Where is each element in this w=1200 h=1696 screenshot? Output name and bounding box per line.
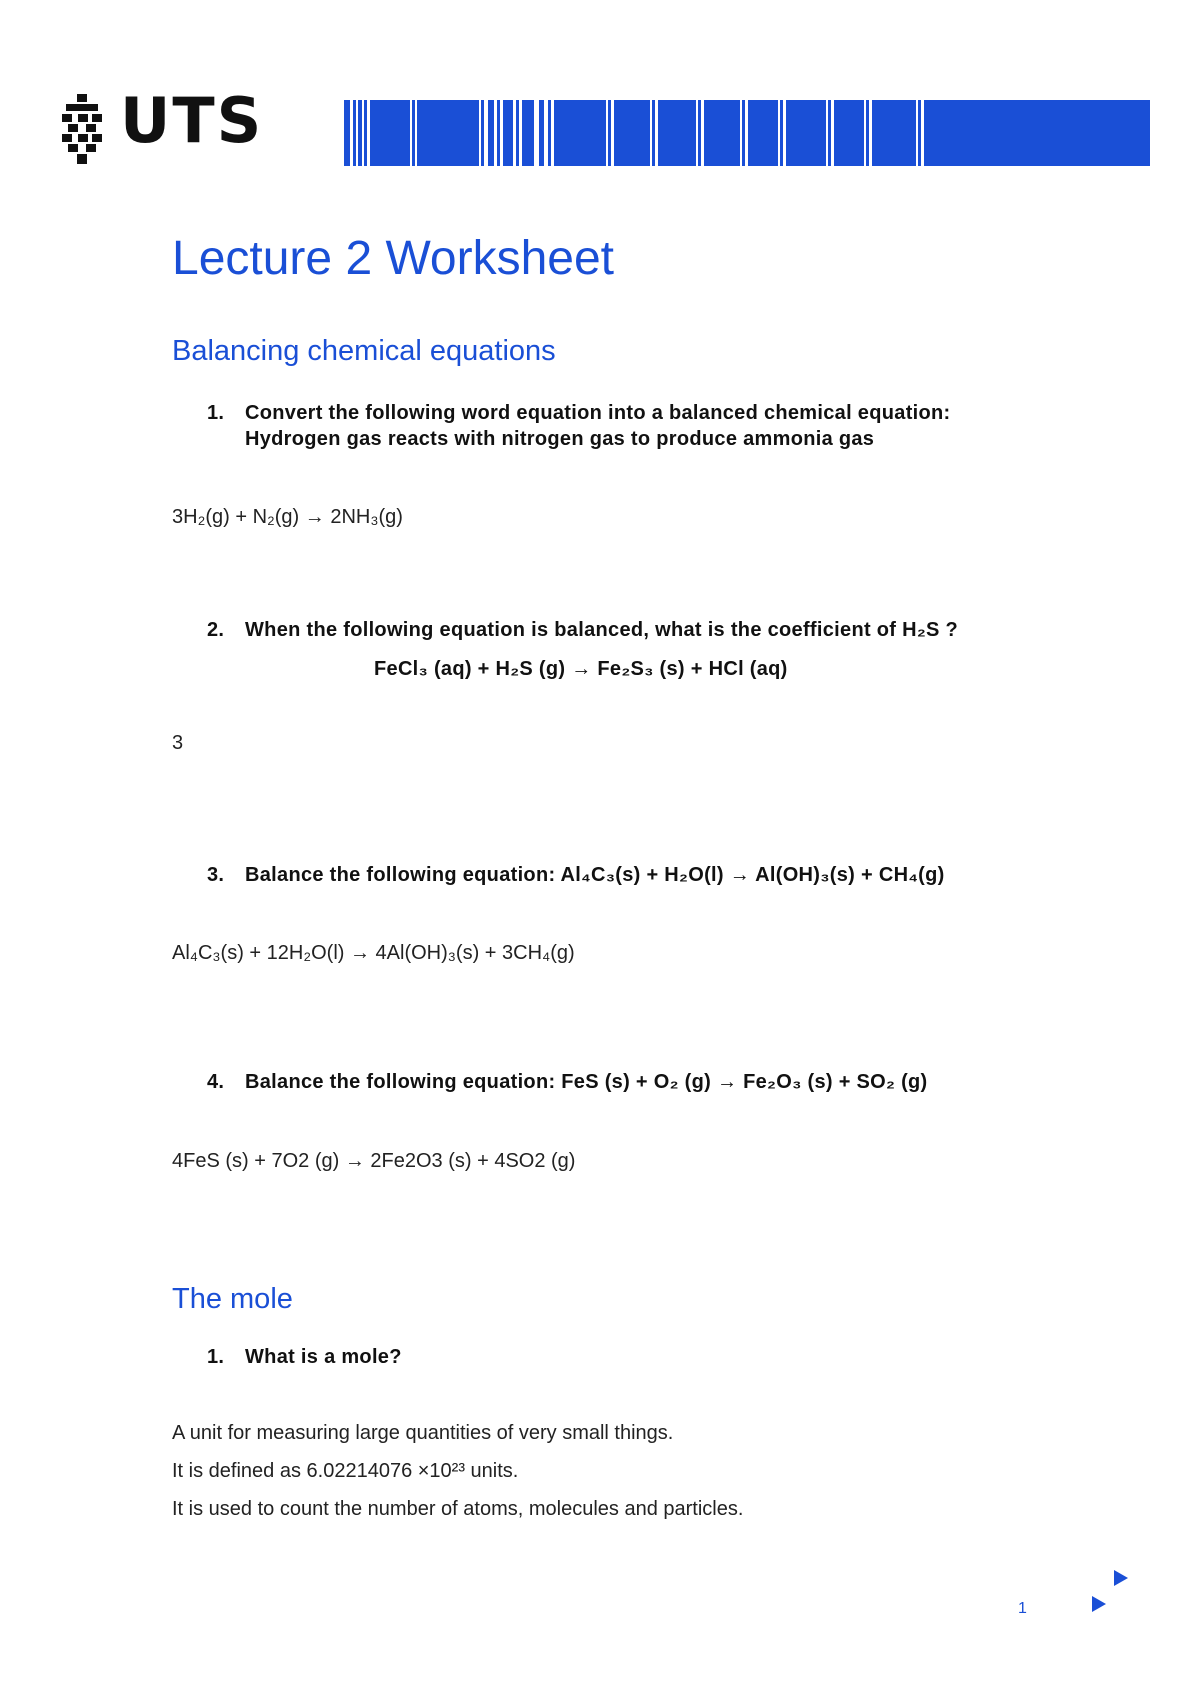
play-arrow-icon (1112, 1568, 1130, 1588)
answer-3: Al₄C₃(s) + 12H₂O(l) → 4Al(OH)₃(s) + 3CH₄(g) (172, 942, 575, 964)
question-text: Balance the following equation: FeS (s) + O₂ (g) → Fe₂O₃ (s) + SO₂ (g) (245, 1071, 928, 1093)
answer-1: 3H₂(g) + N₂(g) → 2NH₃(g) (172, 506, 403, 528)
uts-logo (58, 84, 264, 168)
logo-wordmark: UTS (120, 84, 264, 157)
question-number: 1. (207, 1346, 225, 1368)
answer-2: 3 (172, 732, 184, 754)
question-number: 1. (207, 402, 225, 424)
question-number: 2. (207, 619, 225, 641)
page-title: Lecture 2 Worksheet (172, 232, 615, 285)
question-equation: FeCl₃ (aq) + H₂S (g) → Fe₂S₃ (s) + HCl (aq) (374, 658, 788, 680)
page-number: 1 (1018, 1600, 1027, 1617)
mole-answer-line2: It is defined as 6.02214076 ×10²³ units. (172, 1460, 519, 1482)
question-number: 4. (207, 1071, 225, 1093)
answer-4: 4FeS (s) + 7O2 (g) → 2Fe2O3 (s) + 4SO2 (g) (172, 1150, 576, 1172)
mole-answer-line3: It is used to count the number of atoms, molecules and particles. (172, 1498, 744, 1520)
play-arrow-icon (1090, 1594, 1108, 1614)
mole-answer-line1: A unit for measuring large quantities of very small things. (172, 1422, 674, 1444)
question-text: Balance the following equation: Al₄C₃(s) + H₂O(l) → Al(OH)₃(s) + CH₄(g) (245, 864, 945, 886)
section-heading-mole: The mole (172, 1283, 293, 1315)
question-text: What is a mole? (245, 1346, 402, 1368)
question-text-line2: Hydrogen gas reacts with nitrogen gas to produce ammonia gas (245, 428, 875, 450)
section-heading-balancing: Balancing chemical equations (172, 335, 556, 367)
question-number: 3. (207, 864, 225, 886)
uts-crest-icon (58, 94, 108, 166)
question-text: When the following equation is balanced, what is the coefficient of H₂S ? (245, 619, 959, 641)
question-text-line1: Convert the following word equation into a balanced chemical equation: (245, 402, 951, 424)
header-barcode-graphic (344, 100, 1150, 166)
